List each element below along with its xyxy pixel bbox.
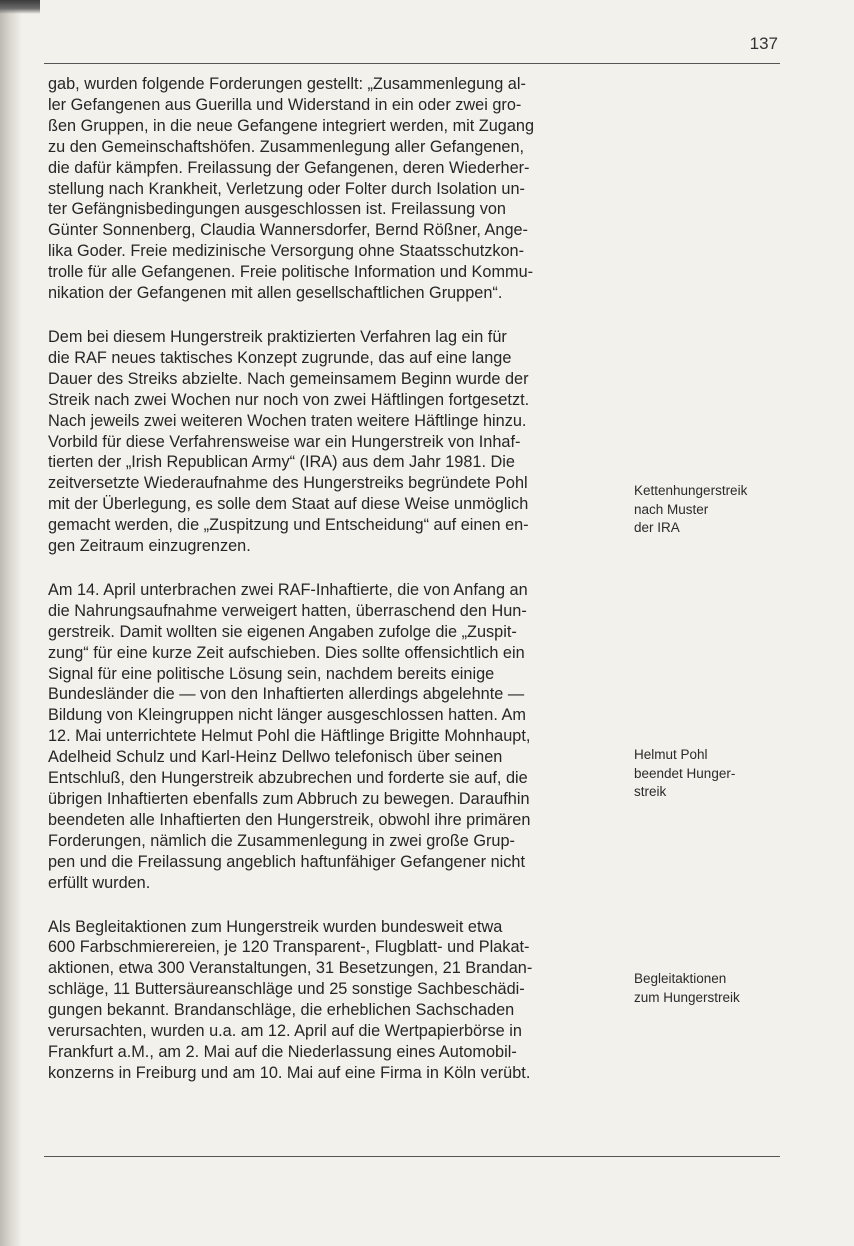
body-column	[48, 74, 612, 1107]
paragraph-demands: gab, wurden folgende Forderungen gestellt: „Zusammenlegung al- ler Gefangenen aus Guerilla und Widerstand in ein oder zwei gro- ßen Gruppen, in die neue Gefangene integriert werden, mit Zugang zu den Gemeinschaftshöfen. Zusammenlegung aller Gefangenen, die dafür kämpfen. Freilassung der Gefangenen, deren Wiederher- stellung nach Krankheit, Verletzung oder Folter durch Isolation un- ter Gefängnisbedingungen ausgeschlossen ist. Freilassung von Günter Sonnenberg, Claudia Wannersdorfer, Bernd Rößner, Ange- lika Goder. Freie medizinische Versorgung ohne Staatsschutzkon- trolle für alle Gefangenen. Freie politische Information und Kommu- nikation der Gefangenen mit allen gesellschaftlichen Gruppen“.	[48, 75, 535, 303]
margin-note-accompanying-actions: Begleitaktionen zum Hungerstreik	[634, 971, 740, 1005]
paragraph-tactical-concept: Dem bei diesem Hungerstreik praktizierten Verfahren lag ein für die RAF neues taktisches Konzept zugrunde, das auf eine lange Dauer des Streiks abzielte. Nach gemeinsamem Beginn wurde der Streik nach zwei Wochen nur noch von zwei Häftlingen fortgesetzt. Nach jeweils zwei weiteren Wochen traten weitere Häftlinge hinzu. Vorbild für diese Verfahrensweise war ein Hungerstreik von Inhaf- tierten der „Irish Republican Army“ (IRA) aus dem Jahr 1981. Die zeitversetzte Wiederaufnahme des Hungerstreiks begründete Pohl mit der Überlegung, es solle dem Staat auf diese Weise unmöglich gemacht werden, die „Zuspitzung und Entscheidung“ auf einen en- gen Zeitraum einzugrenzen.	[48, 327, 530, 556]
page-binding-shadow	[0, 0, 22, 1246]
page-number: 137	[749, 34, 778, 53]
paragraph-accompanying-actions: Als Begleitaktionen zum Hungerstreik wurden bundesweit etwa 600 Farbschmierereien, je 120 Transparent-, Flugblatt- und Plakat- aktionen, etwa 300 Veranstaltungen, 31 Besetzungen, 21 Brandan- schläge, 11 Buttersäureanschläge und 25 sonstige Sachbeschädi- gungen bekannt. Brandanschläge, die erheblichen Sachschaden verursachten, wurden u.a. am 12. April auf die Wertpapierbörse in Frankfurt a.M., am 2. Mai auf die Niederlassung eines Automobil- konzerns in Freiburg und am 10. Mai auf eine Firma in Köln verübt.	[48, 917, 533, 1082]
margin-note-chain-hungerstrike: Kettenhungerstreik nach Muster der IRA	[634, 483, 748, 535]
footer-rule	[44, 1156, 780, 1157]
header-rule	[44, 63, 780, 64]
margin-note-pohl-ends-strike: Helmut Pohl beendet Hunger- streik	[634, 747, 736, 799]
page-corner-shadow	[0, 0, 40, 14]
paragraph-strike-end: Am 14. April unterbrachen zwei RAF-Inhaftierte, die von Anfang an die Nahrungsaufnahme verweigert hatten, überraschend den Hun- gerstreik. Damit wollten sie eigenen Angaben zufolge die „Zuspit- zung“ für eine kurze Zeit aufschieben. Dies sollte offensichtlich ein Signal für eine politische Lösung sein, nachdem bereits einige Bundesländer die — von den Inhaftierten allerdings abgelehnte — Bildung von Kleingruppen nicht länger ausgeschlossen hatten. Am 12. Mai unterrichtete Helmut Pohl die Häftlinge Brigitte Mohnhaupt, Adelheid Schulz und Karl-Heinz Dellwo telefonisch über seinen Entschluß, den Hungerstreik abzubrechen und forderte sie auf, die übrigen Inhaftierten ebenfalls zum Abbruch zu bewegen. Daraufhin beendeten alle Inhaftierten den Hungerstreik, obwohl ihre primären Forderungen, nämlich die Zusammenlegung in zwei große Grup- pen und die Freilassung angeblich haftunfähiger Gefangener nicht erfüllt wurden.	[48, 580, 531, 892]
